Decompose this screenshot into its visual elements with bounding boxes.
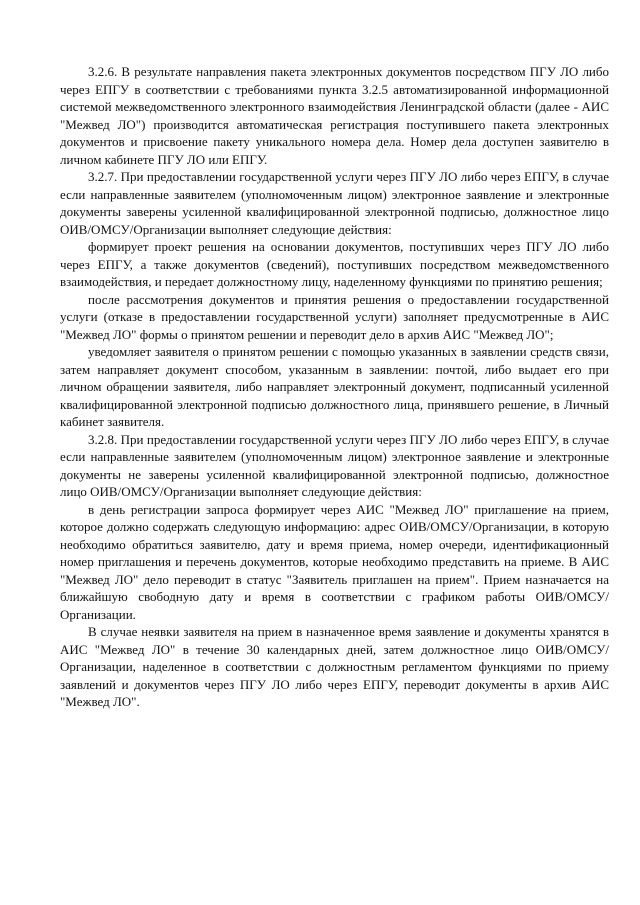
paragraph-3-2-7-action-1: формирует проект решения на основании документов, поступивших через ПГУ ЛО либо через ЕПГУ, а также документов (сведений), поступивших посредством межведомственного взаимодействия, и передает должностному лицу, наделенному функциями по принятию решения; [60, 239, 609, 289]
paragraph-3-2-8-action-1: в день регистрации запроса формирует через АИС "Межвед ЛО" приглашение на прием, которое должно содержать следующую информацию: адрес ОИВ/ОМСУ/Организации, в которую необходимо обратиться заявителю, дату и время приема, номер очереди, идентификационный номер приглашения и перечень документов, которые необходимо представить на приеме. В АИС "Межвед ЛО" дело переводит в статус "Заявитель приглашен на прием". Прием назначается на ближайшую свободную дату и время в соответствии с графиком работы ОИВ/ОМСУ/Организации. [60, 501, 609, 622]
paragraph-3-2-7-action-3: уведомляет заявителя о принятом решении с помощью указанных в заявлении средств связи, затем направляет документ способом, указанным в заявлении: почтой, либо выдает его при личном обращении заявителя, либо направляет электронный документ, подписанный усиленной квалифицированной электронной подписью должностного лица, принявшего решение, в Личный кабинет заявителя. [60, 344, 609, 429]
paragraph-3-2-7: 3.2.7. При предоставлении государственной услуги через ПГУ ЛО либо через ЕПГУ, в случае если направленные заявителем (уполномоченным лицом) электронное заявление и электронные документы заверены усиленной квалифицированной электронной подписью, должностное лицо ОИВ/ОМСУ/Организации выполняет следующие действия: [60, 169, 609, 237]
paragraph-3-2-7-action-2: после рассмотрения документов и принятия решения о предоставлении государственной услуги (отказе в предоставлении государственной услуги) заполняет предусмотренные в АИС "Межвед ЛО" формы о принятом решении и переводит дело в архив АИС "Межвед ЛО"; [60, 291, 609, 342]
paragraph-3-2-8: 3.2.8. При предоставлении государственной услуги через ПГУ ЛО либо через ЕПГУ, в случае если направленные заявителем (уполномоченным лицом) электронное заявление и электронные документы не заверены усиленной квалифицированной электронной подписью, должностное лицо ОИВ/ОМСУ/Организации выполняет следующие действия: [60, 431, 609, 499]
paragraph-3-2-8-no-show: В случае неявки заявителя на прием в назначенное время заявление и документы хранятся в АИС "Межвед ЛО" в течение 30 календарных дней, затем должностное лицо ОИВ/ОМСУ/Организации, наделенное в соответствии с должностным регламентом функциями по приему заявлений и документов через ПГУ ЛО либо через ЕПГУ, переводит документы в архив АИС "Межвед ЛО". [60, 624, 609, 709]
document-page [60, 63, 609, 711]
paragraph-3-2-6: 3.2.6. В результате направления пакета электронных документов посредством ПГУ ЛО либо через ЕПГУ в соответствии с требованиями пункта 3.2.5 автоматизированной информационной системой межведомственного электронного взаимодействия Ленинградской области (далее - АИС "Межвед ЛО") производится автоматическая регистрация поступившего пакета электронных документов и присвоение пакету уникального номера дела. Номер дела доступен заявителю в личном кабинете ПГУ ЛО или ЕПГУ. [60, 64, 609, 167]
